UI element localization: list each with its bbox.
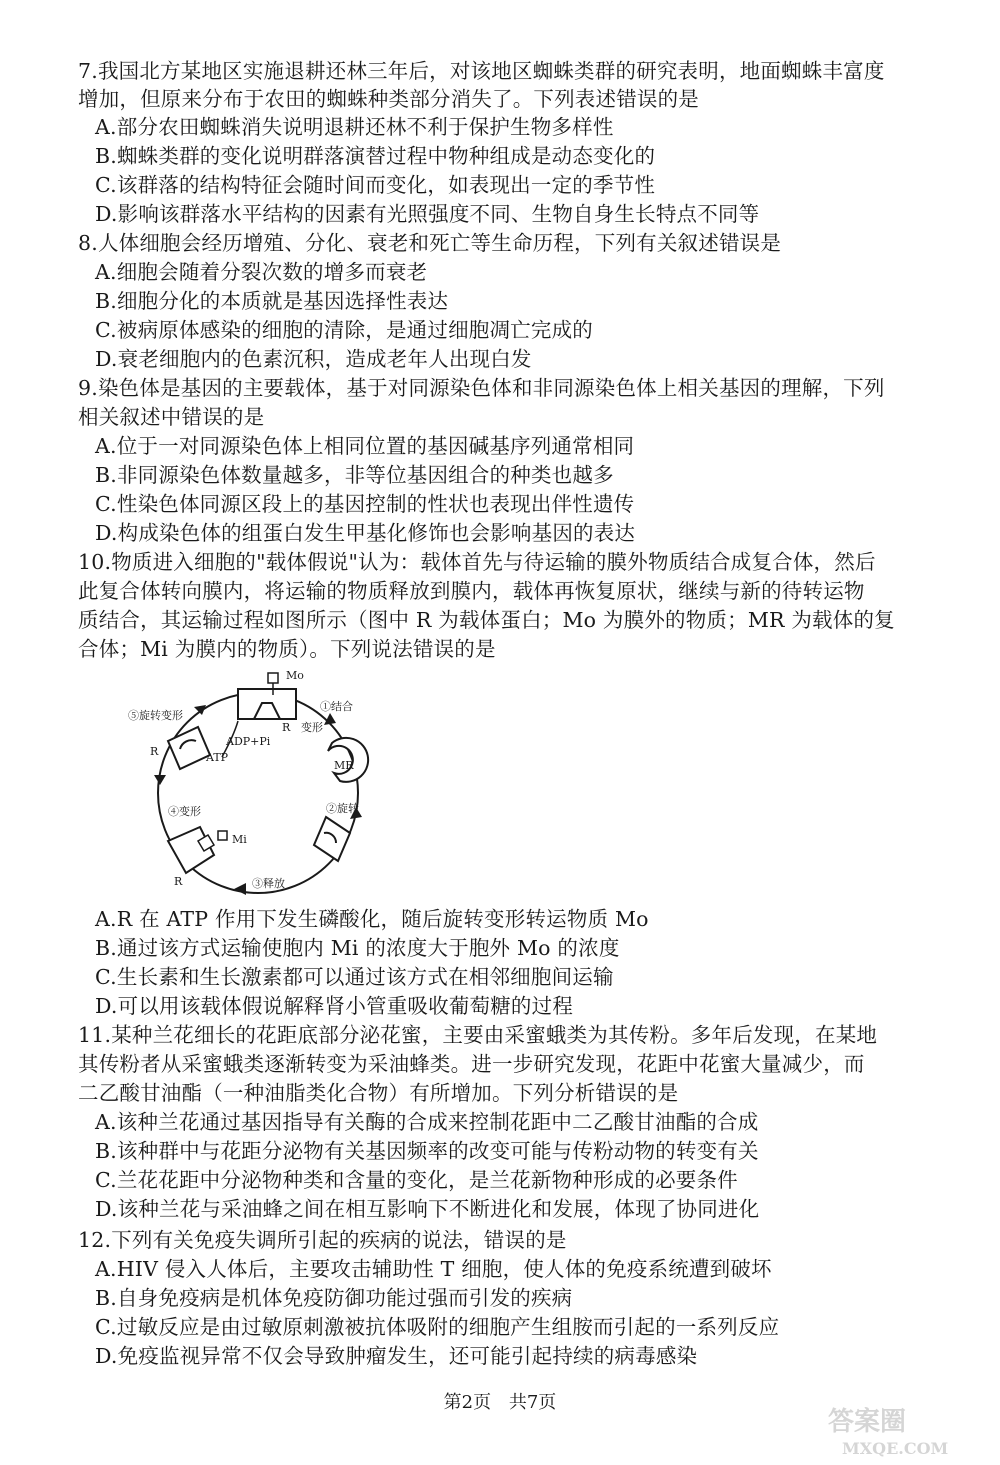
page-number: 第2页	[443, 1392, 492, 1413]
q11-option-d: D.该种兰花与采油蜂之间在相互影响下不断进化和发展，体现了协同进化	[95, 1197, 760, 1221]
label-step1: ①结合	[320, 700, 353, 713]
q9-stem-line2: 相关叙述中错误的是	[78, 405, 265, 429]
q11-stem-line2: 其传粉者从采蜜蛾类逐渐转变为采油蜂类。进一步研究发现，花距中花蜜大量减少，而	[78, 1052, 865, 1076]
mi-molecule	[218, 831, 227, 840]
carrier-bottom	[168, 827, 227, 873]
q10-option-a: A.R 在 ATP 作用下发生磷酸化，随后旋转变形转运物质 Mo	[95, 907, 649, 931]
label-mo: Mo	[286, 669, 304, 682]
carrier-cycle-diagram	[110, 665, 400, 897]
q7-stem-line1: 7.我国北方某地区实施退耕还林三年后，对该地区蜘蛛类群的研究表明，地面蜘蛛丰富度	[78, 59, 885, 83]
label-mi: Mi	[232, 833, 247, 846]
q8-option-a: A.细胞会随着分裂次数的增多而衰老	[95, 260, 428, 284]
q12-option-b: B.自身免疫病是机体免疫防御功能过强而引发的疾病	[95, 1286, 573, 1310]
label-step5: ⑤旋转变形	[128, 709, 183, 722]
q12-stem-line1: 12.下列有关免疫失调所引起的疾病的说法，错误的是	[78, 1228, 567, 1252]
q10-stem-line4: 合体；Mi 为膜内的物质）。下列说法错误的是	[78, 637, 496, 661]
arrow-head	[154, 775, 166, 785]
label-r-top: R	[282, 721, 291, 734]
svg-text:答案圈: 答案圈	[828, 1407, 907, 1437]
label-step2: ②旋转	[326, 802, 359, 815]
q7-option-c: C.该群落的结构特征会随时间而变化，如表现出一定的季节性	[95, 173, 656, 197]
q7-option-a: A.部分农田蜘蛛消失说明退耕还林不利于保护生物多样性	[95, 115, 614, 139]
mo-molecule	[268, 673, 278, 683]
q9-option-b: B.非同源染色体数量越多，非等位基因组合的种类也越多	[95, 463, 614, 487]
q11-stem-line1: 11.某种兰花细长的花距底部分泌花蜜，主要由采蜜蛾类为其传粉。多年后发现，在某地	[78, 1023, 878, 1047]
q10-stem-line1: 10.物质进入细胞的"载体假说"认为：载体首先与待运输的膜外物质结合成复合体，然后	[78, 550, 876, 574]
label-step4: ④变形	[168, 805, 201, 818]
label-step3: ③释放	[252, 877, 285, 890]
q10-option-d: D.可以用该载体假说解释肾小管重吸收葡萄糖的过程	[95, 994, 574, 1018]
q10-stem-line2: 此复合体转向膜内，将运输的物质释放到膜内，载体再恢复原状，继续与新的待转运物	[78, 579, 865, 603]
svg-text:MXQE.COM: MXQE.COM	[842, 1439, 949, 1458]
q12-option-d: D.免疫监视异常不仅会导致肿瘤发生，还可能引起持续的病毒感染	[95, 1344, 698, 1368]
q9-option-c: C.性染色体同源区段上的基因控制的性状也表现出伴性遗传	[95, 492, 635, 516]
q8-stem-line1: 8.人体细胞会经历增殖、分化、衰老和死亡等生命历程，下列有关叙述错误是	[78, 231, 782, 255]
q7-stem-line2: 增加，但原来分布于农田的蜘蛛种类部分消失了。下列表述错误的是	[78, 87, 699, 111]
q7-option-d: D.影响该群落水平结构的因素有光照强度不同、生物自身生长特点不同等	[95, 202, 760, 226]
label-atp: ATP	[206, 751, 229, 764]
q10-option-c: C.生长素和生长激素都可以通过该方式在相邻细胞间运输	[95, 965, 614, 989]
label-adp: ADP+Pi	[226, 735, 271, 748]
page-total: 共7页	[508, 1392, 557, 1413]
q9-option-d: D.构成染色体的组蛋白发生甲基化修饰也会影响基因的表达	[95, 521, 636, 545]
q11-option-a: A.该种兰花通过基因指导有关酶的合成来控制花距中二乙酸甘油酯的合成	[95, 1110, 759, 1134]
label-bianxing: 变形	[301, 721, 323, 734]
q9-stem-line1: 9.染色体是基因的主要载体，基于对同源染色体和非同源染色体上相关基因的理解，下列	[78, 376, 885, 400]
q11-option-b: B.该种群中与花距分泌物有关基因频率的改变可能与传粉动物的转变有关	[95, 1139, 759, 1163]
label-mr: MR	[334, 759, 354, 772]
q11-option-c: C.兰花花距中分泌物种类和含量的变化，是兰花新物种形成的必要条件	[95, 1168, 738, 1192]
q8-option-d: D.衰老细胞内的色素沉积，造成老年人出现白发	[95, 347, 532, 371]
arrow-head	[234, 883, 246, 895]
label-r-left: R	[150, 745, 159, 758]
q10-stem-line3: 质结合，其运输过程如图所示（图中 R 为载体蛋白；Mo 为膜外的物质；MR 为载体的复	[78, 608, 895, 632]
q12-option-c: C.过敏反应是由过敏原刺激被抗体吸附的细胞产生组胺而引起的一系列反应	[95, 1315, 780, 1339]
carrier-lower-right	[314, 817, 350, 861]
carrier-left	[168, 727, 210, 769]
watermark-logo	[820, 1400, 970, 1458]
label-r-bottom: R	[174, 875, 183, 888]
q9-option-a: A.位于一对同源染色体上相同位置的基因碱基序列通常相同	[95, 434, 635, 458]
q8-option-b: B.细胞分化的本质就是基因选择性表达	[95, 289, 449, 313]
q7-option-b: B.蜘蛛类群的变化说明群落演替过程中物种组成是动态变化的	[95, 144, 656, 168]
q10-option-b: B.通过该方式运输使胞内 Mi 的浓度大于胞外 Mo 的浓度	[95, 936, 620, 960]
q8-option-c: C.被病原体感染的细胞的清除，是通过细胞凋亡完成的	[95, 318, 593, 342]
q11-stem-line3: 二乙酸甘油酯（一种油脂类化合物）有所增加。下列分析错误的是	[78, 1081, 679, 1105]
q12-option-a: A.HIV 侵入人体后，主要攻击辅助性 T 细胞，使人体的免疫系统遭到破坏	[95, 1257, 772, 1281]
